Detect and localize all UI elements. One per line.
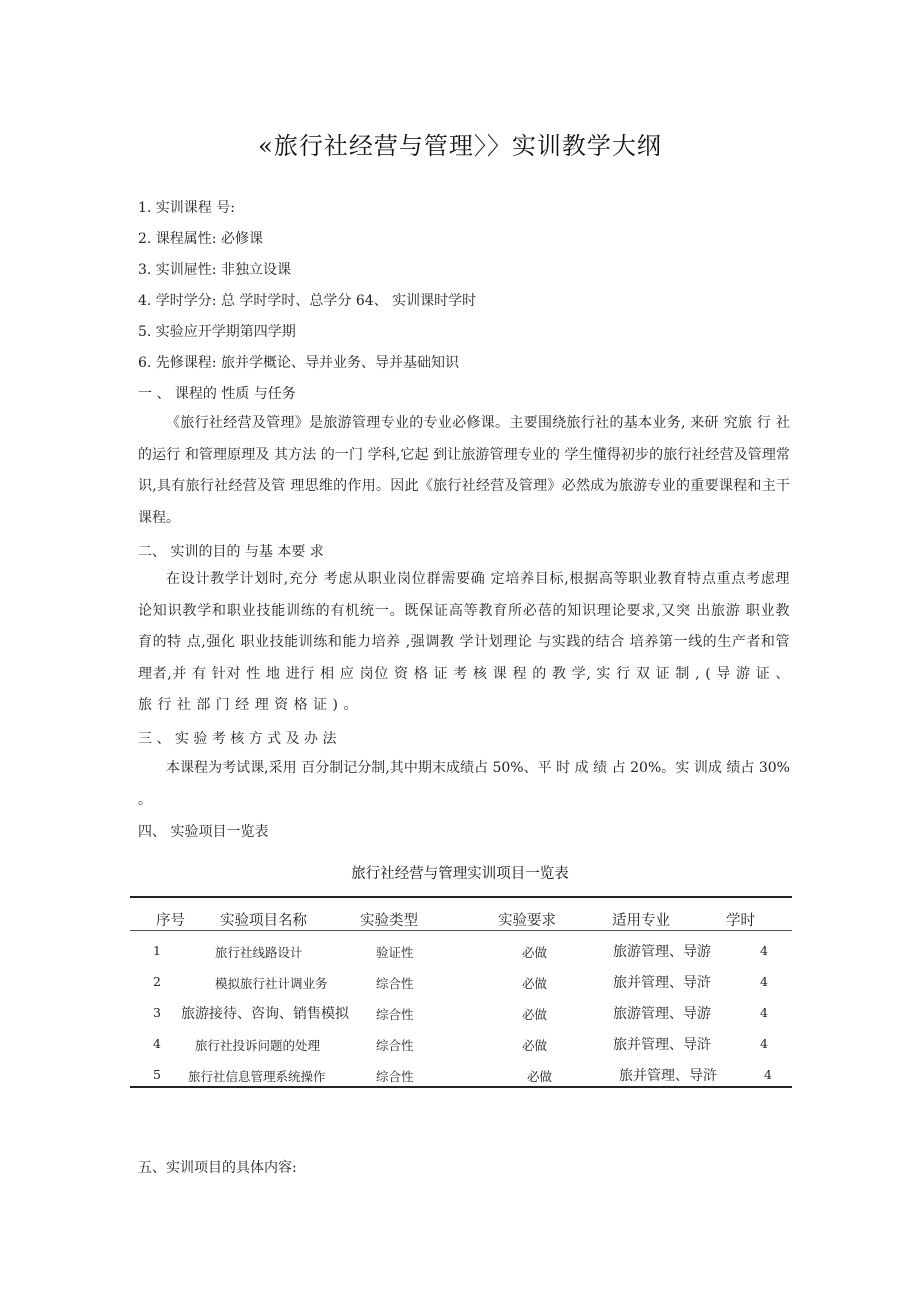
table-cell-index: 4 xyxy=(153,1036,161,1051)
table-cell-name: 旅游接待、咨询、销售模拟 xyxy=(181,1006,349,1022)
table-cell-index: 3 xyxy=(153,1005,161,1020)
table-header-index: 序号 xyxy=(156,913,185,929)
table-cell-index: 1 xyxy=(153,943,161,958)
table-cell-name: 旅行社信息管理系统操作 xyxy=(188,1069,326,1084)
info-course-attribute: 2. 课程属性: 必修课 xyxy=(138,231,263,247)
table-header-hours: 学时 xyxy=(726,913,755,929)
table-cell-type: 综合性 xyxy=(376,1069,414,1084)
table-cell-major: 旅并管理、导浒 xyxy=(613,975,711,991)
table-top-rule xyxy=(130,896,792,898)
table-cell-type: 综合性 xyxy=(376,1007,414,1022)
table-cell-name: 模拟旅行社计调业务 xyxy=(215,976,328,991)
table-header-type: 实验类型 xyxy=(360,913,418,929)
section-heading-4: 四、 实验项目一览表 xyxy=(138,824,269,840)
table-cell-requirement: 必做 xyxy=(522,976,548,991)
table-cell-name: 旅行社线路设计 xyxy=(215,945,303,960)
section-heading-3: 三 、 实 验 考 核 方 式 及 办 法 xyxy=(138,731,337,747)
table-cell-requirement: 必做 xyxy=(522,945,548,960)
table-header-name: 实验项目名称 xyxy=(220,913,307,929)
table-cell-major: 旅游管理、导游 xyxy=(613,944,711,960)
table-cell-type: 综合性 xyxy=(376,976,414,991)
table-cell-hours: 4 xyxy=(760,1005,768,1020)
table-cell-name: 旅行社投诉问题的处理 xyxy=(195,1038,321,1053)
info-prerequisites: 6. 先修课程: 旅并学概论、导并业务、导并基础知识 xyxy=(138,355,459,371)
table-cell-index: 5 xyxy=(153,1067,161,1082)
table-bottom-rule xyxy=(130,1086,792,1088)
table-cell-hours: 4 xyxy=(760,1036,768,1051)
table-cell-major: 旅游管理、导游 xyxy=(613,1006,711,1022)
section-heading-5: 五、实训项目的具体内容: xyxy=(138,1160,297,1176)
table-cell-type: 综合性 xyxy=(376,1038,414,1053)
table-cell-major: 旅并管理、导浒 xyxy=(619,1068,717,1084)
table-cell-requirement: 必做 xyxy=(522,1007,548,1022)
table-header-major: 适用专业 xyxy=(612,913,670,929)
info-hours-credits: 4. 学时学分: 总 学时学时、总学分 64、 实训课时学时 xyxy=(138,293,477,309)
section-heading-1: 一 、 课程的 性质 与任务 xyxy=(138,386,296,402)
table-cell-major: 旅并管理、导浒 xyxy=(613,1037,711,1053)
section-2-text: 在设计教学计划时,充分 考虑从职业岗位群需要确 定培养目标,根据高等职业教育特点重点考虑理论知识教学和职业技能训练的有机统一。既保证高等教育所必蓓的知识理论要求,又突 出旅游 职业教 育的特 点,强化 职业技能训练和能力培养 ,强调教 学计划理论 与实践的结合 培养第一线的生产者和管理者,并 有 针对 性 地 进行 相 应 岗位 资 格 证 考 核 课 程 的 教 学, 实 行 双 证 制 , ( 导 游 证 、 旅 行 社 部 门 经 理 资 格 证 ) 。 xyxy=(138,571,790,714)
table-cell-index: 2 xyxy=(153,974,161,989)
table-cell-requirement: 必做 xyxy=(522,1038,548,1053)
info-course-number: 1. 实训课程 号: xyxy=(138,200,235,216)
info-semester: 5. 实验应开学期第四学期 xyxy=(138,324,296,340)
section-3-text: 本课程为考试课,采用 百分制记分制,其中期末成绩占 50%、平 时 成 绩 占 20%。实 训成 绩占 30% 。 xyxy=(138,760,790,808)
table-cell-hours: 4 xyxy=(764,1067,772,1082)
table-cell-requirement: 必做 xyxy=(527,1069,553,1084)
table-cell-hours: 4 xyxy=(760,974,768,989)
section-heading-2: 二、 实训的目的 与基 本要 求 xyxy=(138,544,324,560)
table-header-requirement: 实验要求 xyxy=(498,913,556,929)
table-cell-hours: 4 xyxy=(760,943,768,958)
section-1-text: 《旅行社经营及管理》是旅游管理专业的专业必修课。主要围绕旅行社的基本业务, 来研 究旅 行 社的运行 和管理原理及 其方法 的一门 学科,它起 到让旅游管理专业的 学生懂得初步的旅行社经营及管理常识,具有旅行社经营及管 理思维的作用。因此《旅行社经营及管理》必然成为旅游专业的重要课程和主干课程。 xyxy=(138,415,790,526)
info-course-type: 3. 实训屉性: 非独立设课 xyxy=(138,262,291,278)
page-title: «旅行社经营与管理〉〉实训教学大纲 xyxy=(258,132,662,160)
table-caption: 旅行社经营与管理实训项目一览表 xyxy=(351,866,569,882)
table-cell-type: 验证性 xyxy=(376,945,414,960)
table-header-rule xyxy=(130,930,792,931)
